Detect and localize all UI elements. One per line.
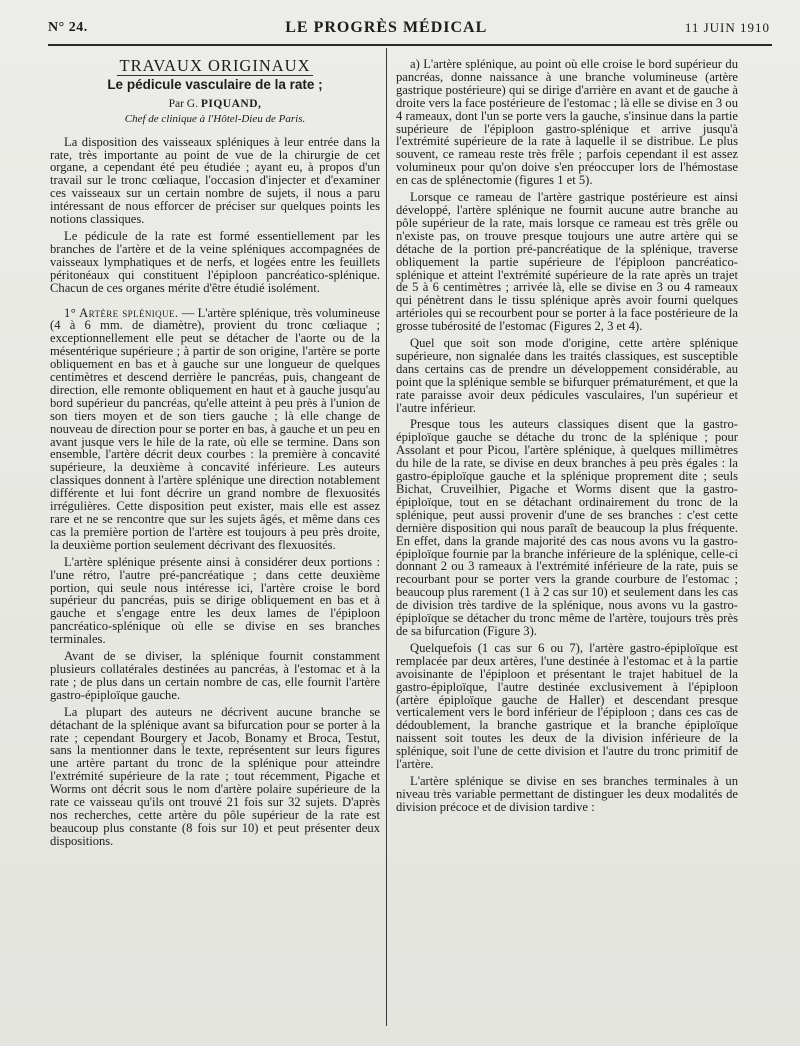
paragraph: La disposition des vaisseaux spléniques à leur entrée dans la rate, très importante au point de vue de la chirurgie de cet organe, a cependant été peu étudiée ; ayant eu, à propos d'un travail sur le tronc cœliaque, l'occasion d'injecter et d'examiner ces vaisseaux sur un certain nombre de sujets, il nous a paru intéressant de nous efforcer de préciser sur quelques points les notions classiques. — [50, 134, 380, 227]
paragraph: Lorsque ce rameau de l'artère gastrique postérieure est ainsi développé, l'artère splénique ne fournit aucune autre branche au pôle supérieur de la rate, mais lorsque ce rameau est très grêle ou n'existe pas, on trouve presque toujours une autre artère qui se détache de la portion pré-pancréatique de la splénique, traverse obliquement la partie supérieure de l'épiploon pancréatico-splénique et atteint l'extrémité supérieure de la rate après un trajet de 5 à 6 centimètres ; arrivée là, elle se divise en 3 ou 4 rameaux qui pénètrent dans le tissu splénique après avoir fourni quelques artérioles qui se recourbent pour se porter à la face postérieure de la grosse tubérosité de l'estomac (Figures 2, 3 et 4). — [396, 190, 738, 334]
paragraph: Quel que soit son mode d'origine, cette artère splénique supérieure, non signalée dans les traités classiques, est susceptible dans certains cas de prendre un développement considérable, au point que la splénique semble se bifurquer prématurément, et que la rate paraisse avoir deux pédicules vasculaires, l'un supérieur et l'autre inférieur. — [396, 336, 738, 415]
paragraph: L'artère splénique se divise en ses branches terminales à un niveau très variable permettant de distinguer les deux modalités de division précoce et de division tardive : — [396, 773, 738, 814]
author-line — [50, 98, 380, 111]
paragraph: a) L'artère splénique, au point où elle croise le bord supérieur du pancréas, donne naissance à une branche volumineuse (artère gastrique postérieure) qui se dirige d'arrière en avant et de gauche à droite vers la face postérieure de l'estomac ; là elle se divise en 3 ou 4 rameaux, dont l'un se porte vers la gauche, s'insinue dans la partie supérieure de l'épiploon gastro-splénique et arrive jusqu'à l'extrémité supérieure de la rate à laquelle il se distribue. Le plus souvent, ce rameau reste très frêle ; parfois cependant il est assez volumineux pour qu'on doive s'en préoccuper lors de l'hémostase en cas de splénectomie (figures 1 et 5). — [396, 57, 738, 188]
paragraph: La plupart des auteurs ne décrivent aucune branche se détachant de la splénique avant sa bifurcation pour se porter à la rate ; cependant Bourgery et Jacob, Bonamy et Broca, Testut, sans la mentionner dans le texte, représentent sur leurs figures une artère partant du tronc de la splénique pour atteindre l'extrémité supérieure de la rate ; tout récemment, Pigache et Worms ont décrit sous le nom d'artère polaire supérieure de la rate ce vaisseau qu'ils ont trouvé 21 fois sur 32 sujets. D'après nos recherches, cette artère du pôle supérieur de la rate est beaucoup plus constante (8 fois sur 10) et peut présenter deux dispositions. — [50, 704, 380, 848]
paragraph: Presque tous les auteurs classiques disent que la gastro-épiploïque gauche se détache du tronc de la splénique ; pour Assolant et pour Picou, l'artère splénique, à quelques millimètres du hile de la rate, se divise en deux branches à peu près égales : la gastro-épiploïque gauche et la splénique proprement dite ; seuls Bichat, Cruveilhier, Pigache et Worms disent que la gastro-épiploïque, tout en se détachant ordinairement du tronc de la splénique, peut aussi provenir d'une de ses branches : c'est cette dernière disposition qui nous paraît de beaucoup la plus fréquente. En effet, dans la grande majorité des cas nous avons vu la gastro-épiploïque fournie par la branche inférieure de la splénique, celle-ci donnant 2 ou 3 rameaux à l'extrémité inférieure de la rate, puis se recourbant pour se porter vers la grande courbure de l'estomac ; beaucoup plus rarement (1 à 2 cas sur 10) et seulement dans les cas de division très tardive de la splénique, nous avons vu la gastro-épiploïque se détacher du tronc même de l'artère, toujours très près de sa bifurcation (Figure 3). — [396, 417, 738, 638]
paragraph: Quelquefois (1 cas sur 6 ou 7), l'artère gastro-épiploïque est remplacée par deux artères, l'une destinée à l'estomac et à la partie avoisinante de l'épiploon et présentant le trajet habituel de la gastro-épiploïque, l'autre destinée exclusivement à l'épiploon (artère épiploïque gauche de Haller) et descendant presque verticalement vers le bord inférieur de l'épiploon ; dans ces cas de dédoublement, la branche gastrique et la branche épiploïque naissent soit toutes les deux de la division inférieure de la splénique, soit l'une de cette division et l'autre du tronc primitif de l'artère. — [396, 640, 738, 772]
issue-number: N° 24. — [48, 20, 88, 35]
author-prefix: Par G. — [168, 97, 198, 110]
article-title: Le pédicule vasculaire de la rate ; — [107, 76, 323, 92]
paragraph: Le pédicule de la rate est formé essentiellement par les branches de l'artère et de la veine spléniques accompagnées de vaisseaux lymphatiques et de nerfs, et logées entre les feuillets péritonéaux qui constituent l'épiploon pancréatico-splénique. Chacun de ces organes mérite d'être étudié isolément. — [50, 228, 380, 295]
paragraph: L'artère splénique présente ainsi à considérer deux portions : l'une rétro, l'autre pré-pancréatique ; dans cette deuxième portion, qui seule nous intéresse ici, l'artère croise le bord supérieur du pancréas, puis se dirige obliquement en bas et à gauche et s'engage entre les deux lames de l'épiploon pancréatico-splénique où elle se divise en ses branches terminales. — [50, 554, 380, 647]
issue-date: 11 JUIN 1910 — [684, 20, 770, 35]
subheading: 1° Artère splénique. — [64, 305, 179, 320]
right-column — [396, 58, 738, 818]
paragraph: 1° Artère splénique. — L'artère splénique, très volumineuse (4 à 6 mm. de diamètre), provient du tronc cœliaque ; exceptionnellement elle peut se détacher de l'aorte ou de la mésentérique supérieure ; à partir de son origine, l'artère se porte obliquement en bas et à gauche sur une longueur de quelques centimètres et descend derrière le pancréas, puis, changeant de direction, elle remonte obliquement en haut et à gauche jusqu'au bord supérieur du pancréas, qu'elle atteint à peu près à l'union de son tiers moyen et de son tiers gauche ; là elle change de nouveau de direction pour se porter en bas, à gauche et un peu en avant jusque vers le hile de la rate, où elle se termine. Dans son ensemble, l'artère décrit deux courbes : la première à concavité supérieure, la deuxième à concavité inférieure. Les auteurs classiques donnent à l'artère splénique une direction notablement différente et lui font décrire un grand nombre de flexuosités irrégulières. Cette disposition peut exister, mais elle est assez rare et ne se rencontre que sur les sujets âgés, et même dans ces cas la première portion de l'artère est toujours à peu près droite, la deuxième portion seulement décrivant des flexuosités. — [50, 305, 380, 552]
masthead — [48, 14, 770, 42]
header-rule — [48, 44, 772, 46]
author-name: PIQUAND, — [200, 97, 262, 110]
column-divider — [386, 48, 387, 1026]
author-affiliation: Chef de clinique à l'Hôtel-Dieu de Paris. — [124, 112, 306, 125]
paragraph: Avant de se diviser, la splénique fournit constamment plusieurs collatérales destinées au pancréas, à l'estomac et à la rate ; de plus dans un certain nombre de cas, elle fournit l'artère gastro-épiploïque gauche. — [50, 649, 380, 702]
left-column — [50, 52, 380, 852]
section-title: TRAVAUX ORIGINAUX — [119, 56, 311, 75]
journal-title: LE PROGRÈS MÉDICAL — [285, 19, 488, 36]
